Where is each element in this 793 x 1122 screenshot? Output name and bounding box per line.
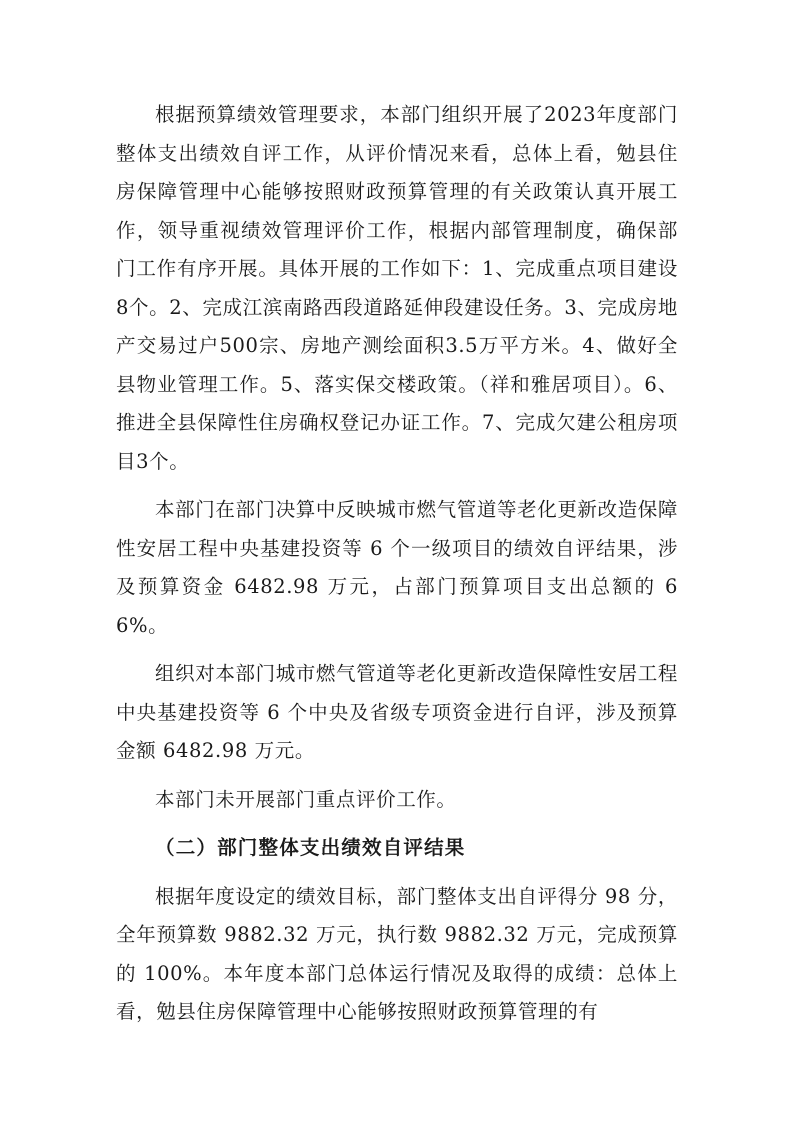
paragraph-special-funds-evaluation: 组织对本部门城市燃气管道等老化更新改造保障性安居工程中央基建投资等 6 个中央及省级专项资金进行自评，涉及预算金额 6482.98 万元。 — [116, 662, 678, 762]
section-heading: （二）部门整体支出绩效自评结果 — [155, 836, 466, 859]
paragraph-overall-result: 根据年度设定的绩效目标，部门整体支出自评得分 98 分，全年预算数 9882.32 万元，执行数 9882.32 万元，完成预算的 100%。本年度本部门总体运行情况及取得的成绩：总体上看，勉县住房保障管理中心能够按照财政预算管理的有 — [116, 884, 678, 1023]
paragraph-key-evaluation: 本部门未开展部门重点评价工作。 — [155, 787, 457, 811]
paragraph-work-summary: 根据预算绩效管理要求，本部门组织开展了2023年度部门整体支出绩效自评工作，从评价情况来看，总体上看，勉县住房保障管理中心能够按照财政预算管理的有关政策认真开展工作，领导重视绩效管理评价工作，根据内部管理制度，确保部门工作有序开展。具体开展的工作如下：1、完成重点项目建设8个。2、完成江滨南路西段道路延伸段建设任务。3、完成房地产交易过户500宗、房地产测绘面积3.5万平方米。4、做好全县物业管理工作。5、落实保交楼政策。（祥和雅居项目）。6、推进全县保障性住房确权登记办证工作。7、完成欠建公租房项目3个。 — [116, 103, 678, 473]
document-body — [116, 96, 678, 1042]
paragraph-project-self-evaluation: 本部门在部门决算中反映城市燃气管道等老化更新改造保障性安居工程中央基建投资等 6 个一级项目的绩效自评结果，涉及预算资金 6482.98 万元，占部门预算项目支出总额的 66%。 — [116, 498, 678, 637]
